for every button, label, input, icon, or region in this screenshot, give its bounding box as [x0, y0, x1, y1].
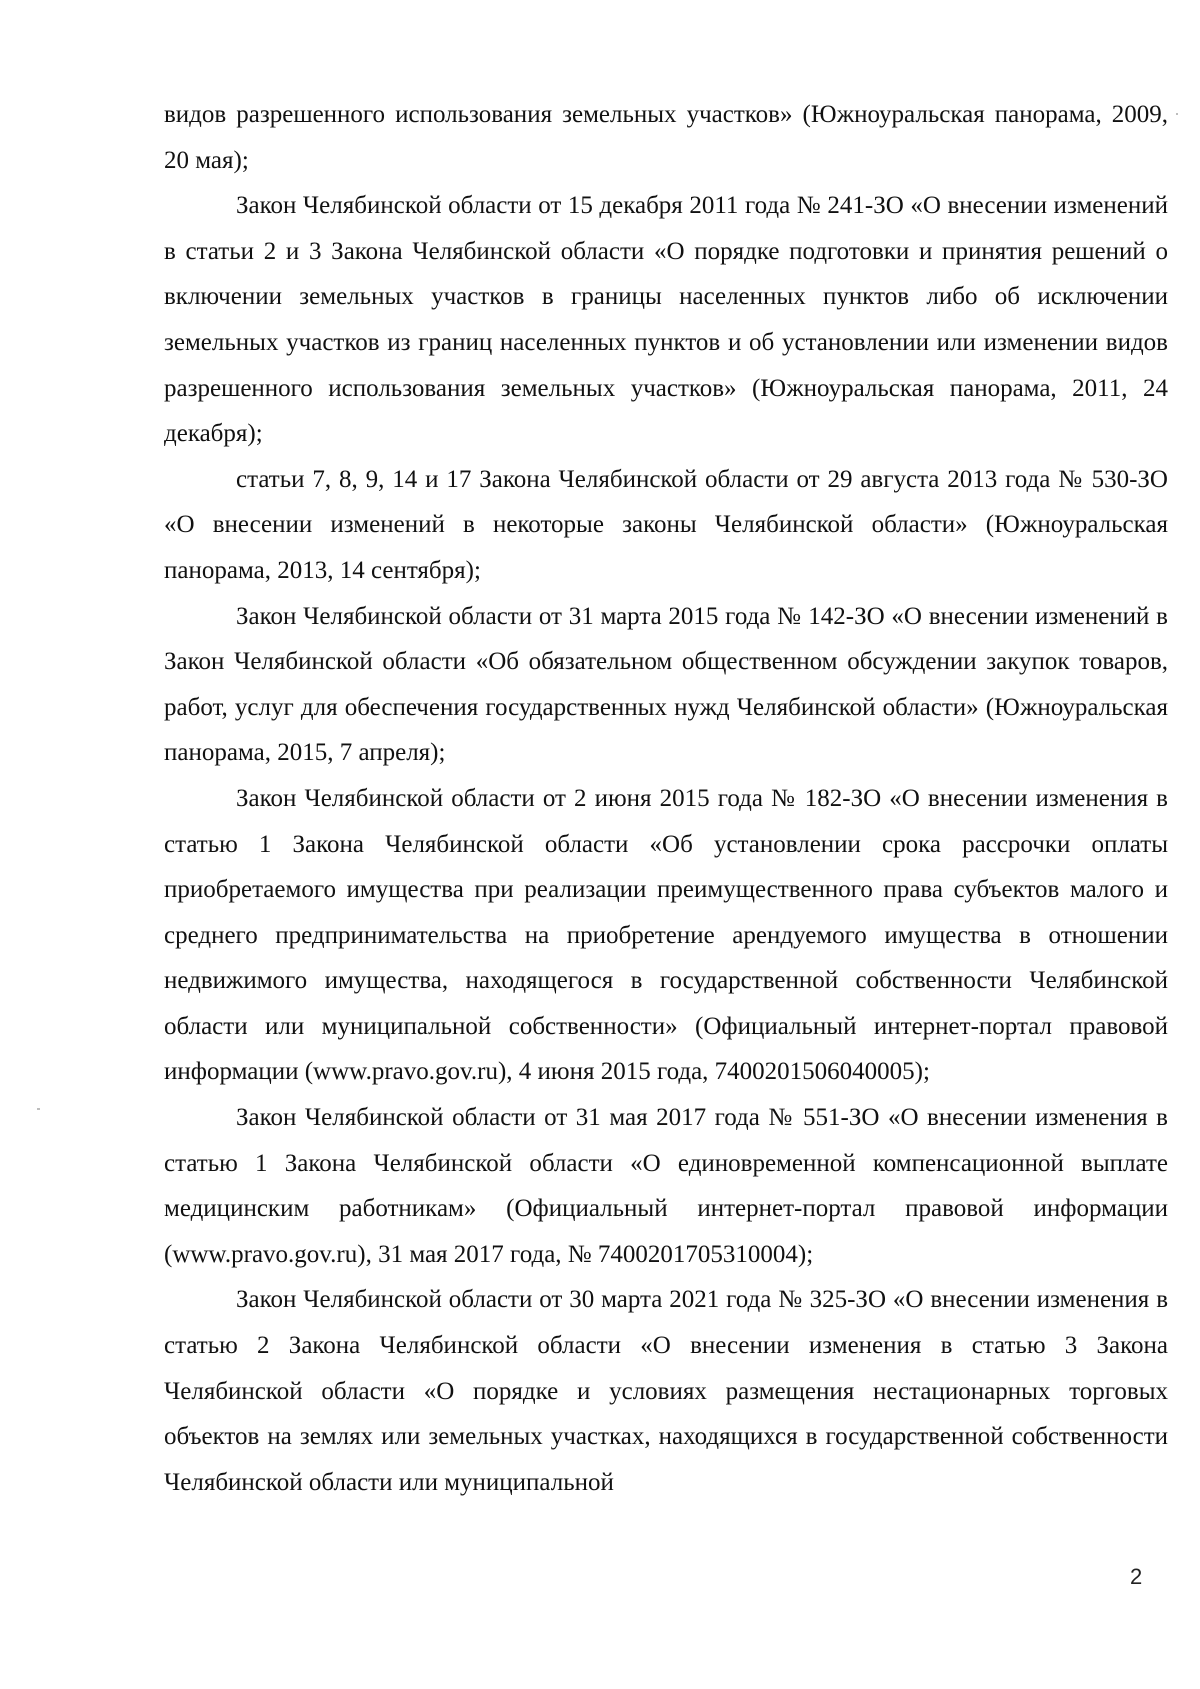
paragraph-law-182: Закон Челябинской области от 2 июня 2015 года № 182-ЗО «О внесении изменения в статью 1 Закона Челябинской области «Об установлении срока рассрочки оплаты приобретаемого имущества при реализации преимущественного права субъектов малого и среднего предпринимательства на приобретение арендуемого имущества в отношении недвижимого имущества, находящегося в государственной собственности Челябинской области или муниципальной собственности» (Официальный интернет-портал правовой информации (www.pravo.gov.ru), 4 июня 2015 года, 7400201506040005); [164, 784, 1168, 1086]
paragraph-law-142: Закон Челябинской области от 31 марта 2015 года № 142-ЗО «О внесении изменений в Закон Челябинской области «Об обязательном общественном обсуждении закупок товаров, работ, услуг для обеспечения государственных нужд Челябинской области» (Южноуральская панорама, 2015, 7 апреля); [164, 602, 1168, 767]
scan-speck [37, 1108, 40, 1110]
paragraph-law-241: Закон Челябинской области от 15 декабря 2011 года № 241-ЗО «О внесении изменений в статьи 2 и 3 Закона Челябинской области «О порядке подготовки и принятия решений о включении земельных участков в границы населенных пунктов либо об исключении земельных участков из границ населенных пунктов и об установлении или изменении видов разрешенного использования земельных участков» (Южноуральская панорама, 2011, 24 декабря); [164, 192, 1168, 448]
paragraph-law-325: Закон Челябинской области от 30 марта 2021 года № 325-ЗО «О внесении изменения в статью 2 Закона Челябинской области «О внесении изменения в статью 3 Закона Челябинской области «О порядке и условиях размещения нестационарных торговых объектов на землях или земельных участках, находящихся в государственной собственности Челябинской области или муниципальной [164, 1286, 1168, 1496]
paragraph-law-551: Закон Челябинской области от 31 мая 2017 года № 551-ЗО «О внесении изменения в статью 1 Закона Челябинской области «О единовременной компенсационной выплате медицинским работникам» (Официальный интернет-портал правовой информации (www.pravo.gov.ru), 31 мая 2017 года, № 7400201705310004); [164, 1104, 1168, 1268]
page-number: 2 [1130, 1564, 1143, 1589]
document-body [164, 92, 1168, 1505]
scan-speck [1176, 113, 1178, 115]
paragraph-continuation: видов разрешенного использования земельных участков» (Южноуральская панорама, 2009, 20 мая); [164, 101, 1168, 174]
paragraph-law-530: статьи 7, 8, 9, 14 и 17 Закона Челябинской области от 29 августа 2013 года № 530-ЗО «О внесении изменений в некоторые законы Челябинской области» (Южноуральская панорама, 2013, 14 сентября); [164, 465, 1168, 584]
